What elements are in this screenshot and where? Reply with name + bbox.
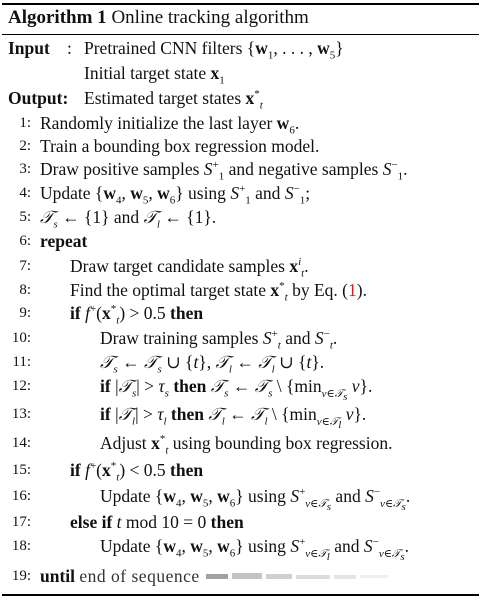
step-14 (0, 433, 483, 457)
step-text: Find the optimal target state $x^*_t$ by Eq. (1). (70, 280, 367, 304)
step-9 (0, 303, 483, 327)
caption-title: Online tracking algorithm (111, 7, 309, 28)
bottom-rule (2, 594, 479, 596)
step-number: 18: (11, 538, 31, 554)
step-1 (0, 113, 483, 137)
step-number: 15: (11, 462, 31, 478)
step-16 (0, 486, 483, 513)
step-13 (0, 404, 483, 431)
input-text-1: Pretrained CNN filters {$w_1$, . . . , $w_5$} (84, 38, 344, 62)
step-number: 14: (11, 435, 31, 451)
step-5 (0, 207, 483, 231)
step-text: Update {$w_4$, $w_5$, $w_6$} using $S^+_1$ and $S^-_1$; (40, 183, 311, 207)
step-number: 17: (11, 514, 31, 530)
step-12 (0, 376, 483, 403)
step-17 (0, 512, 483, 536)
step-15 (0, 460, 483, 484)
step-6 (0, 231, 483, 255)
equation-ref-link[interactable]: 1 (348, 280, 357, 300)
step-19 (0, 566, 483, 590)
step-number: 10: (11, 330, 31, 346)
step-text: 𝒯$_s$ ← {1} and 𝒯$_l$ ← {1}. (40, 207, 217, 231)
step-text: else if t mod 10 = 0 then (70, 512, 244, 532)
step-7 (0, 256, 483, 280)
input-line-2 (0, 63, 483, 87)
step-4 (0, 183, 483, 207)
output-text: Estimated target states $x^*_t$ (84, 88, 263, 112)
step-2 (0, 136, 483, 160)
step-8 (0, 280, 483, 304)
blurred-text-artifact (206, 572, 391, 581)
step-number: 3: (19, 161, 31, 177)
step-number: 11: (12, 354, 31, 370)
step-number: 13: (11, 406, 31, 422)
step-text: Train a bounding box regression model. (40, 136, 320, 156)
algorithm-caption (8, 7, 309, 29)
step-number: 16: (11, 488, 31, 504)
input-text-2: Initial target state $x_1$ (84, 63, 225, 87)
input-label: Input (8, 38, 50, 58)
step-number: 6: (19, 233, 31, 249)
step-text: 𝒯$_s$ ← 𝒯$_s$ ∪ {t}, 𝒯$_l$ ← 𝒯$_l$ ∪ {t}. (100, 352, 325, 376)
step-number: 9: (19, 305, 31, 321)
repeat-keyword: repeat (40, 231, 88, 251)
step-number: 12: (11, 378, 31, 394)
step-3 (0, 159, 483, 183)
output-label: Output: (8, 88, 69, 108)
until-keyword: until (40, 566, 76, 586)
step-number: 2: (19, 138, 31, 154)
step-number: 8: (19, 282, 31, 298)
step-10 (0, 328, 483, 352)
caption-rule (2, 34, 479, 35)
input-separator: : (67, 38, 72, 58)
step-text: if |𝒯$_l$| > $\tau_l$ then 𝒯$_l$ ← 𝒯$_l$ \ {$\min_{v\in 𝒯_l}$ v}. (100, 404, 367, 431)
step-text: Update {$w_4$, $w_5$, $w_6$} using $S^+_{v\in 𝒯_l}$ and $S^-_{v\in 𝒯_s}$. (100, 536, 409, 563)
caption-prefix: Algorithm 1 (8, 7, 107, 28)
step-text: Adjust $x^*_t$ using bounding box regression. (100, 433, 393, 457)
step-number: 4: (19, 185, 31, 201)
step-number: 5: (19, 209, 31, 225)
step-text (40, 566, 391, 587)
until-condition: end of sequence (79, 566, 200, 586)
top-rule (2, 3, 479, 5)
step-text: Randomly initialize the last layer $w_6$. (40, 113, 300, 137)
step-text: Draw target candidate samples $x^i_t$. (70, 256, 309, 280)
output-line (0, 88, 483, 112)
step-11 (0, 352, 483, 376)
step-text: Update {$w_4$, $w_5$, $w_6$} using $S^+_{v\in 𝒯_s}$ and $S^-_{v\in 𝒯_s}$. (100, 486, 411, 513)
step-number: 7: (19, 258, 31, 274)
step-text: if $f^+(x^*_t) > 0.5$ then (70, 303, 204, 327)
step-text: if $f^+(x^*_t) < 0.5$ then (70, 460, 204, 484)
step-number: 1: (19, 115, 31, 131)
step-number: 19: (11, 568, 31, 584)
step-18 (0, 536, 483, 563)
input-line-1 (0, 38, 483, 62)
step-text: if |𝒯$_s$| > $\tau_s$ then 𝒯$_s$ ← 𝒯$_s$ \ {$\min_{v\in 𝒯_s}$ v}. (100, 376, 373, 403)
step-text: Draw positive samples $S^+_1$ and negative samples $S^-_1$. (40, 159, 408, 183)
step-text: Draw training samples $S^+_t$ and $S^-_t$. (100, 328, 338, 352)
